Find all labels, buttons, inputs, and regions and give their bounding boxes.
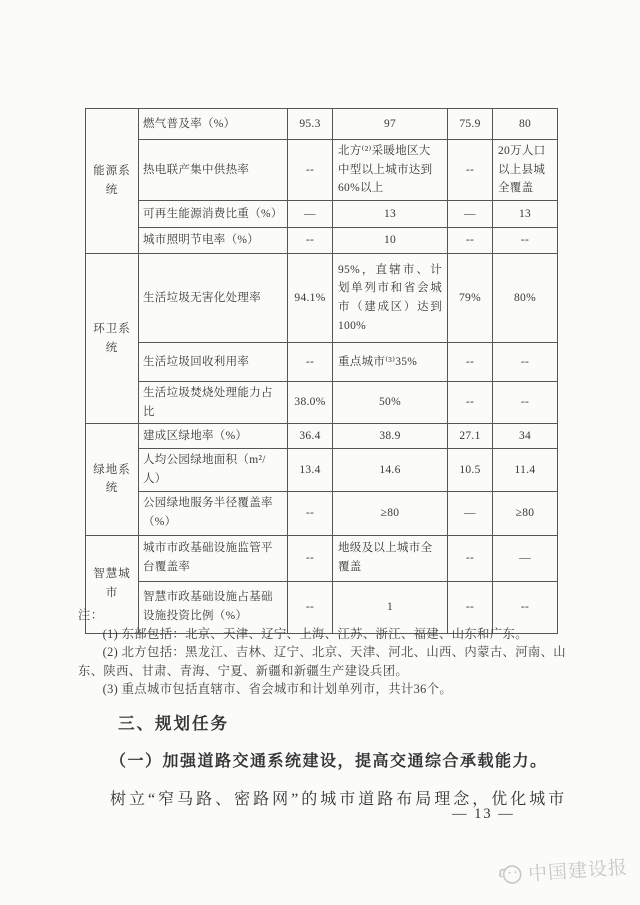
indicator-cell: 生活垃圾无害化处理率 [139, 254, 288, 343]
notes-label: 注： [78, 608, 104, 622]
value-cell: 79% [448, 254, 493, 343]
value-cell: 75.9 [448, 109, 493, 140]
value-cell: 97 [333, 109, 448, 140]
value-cell: -- [448, 140, 493, 201]
category-cell: 环卫系统 [86, 254, 139, 424]
value-cell: 34 [493, 424, 558, 449]
value-cell: 13.4 [288, 449, 333, 491]
value-cell: ≥80 [333, 491, 448, 535]
indicator-table-wrap [85, 108, 557, 634]
value-cell: 38.0% [288, 382, 333, 424]
note-item-3: (3) 重点城市包括直辖市、省会城市和计划单列市，共计36个。 [102, 682, 453, 697]
table-row [86, 382, 558, 424]
indicator-cell: 人均公园绿地面积（m²/人） [139, 449, 288, 491]
value-cell: 80 [493, 109, 558, 140]
value-cell: -- [288, 228, 333, 254]
indicator-cell: 城市照明节电率（%） [139, 228, 288, 254]
value-cell: 38.9 [333, 424, 448, 449]
section-heading: 三、规划任务 [118, 715, 229, 733]
indicator-cell: 公园绿地服务半径覆盖率（%） [139, 491, 288, 535]
table-row [86, 535, 558, 581]
value-cell: 95%，直辖市、计划单列市和省会城市（建成区）达到100% [333, 254, 448, 343]
value-cell: 10 [333, 228, 448, 254]
value-cell: -- [493, 228, 558, 254]
china-construction-news-logo-icon [496, 861, 524, 887]
indicator-cell: 生活垃圾回收利用率 [139, 343, 288, 382]
table-notes [78, 606, 574, 699]
value-cell: -- [288, 581, 333, 633]
body-paragraph: 树立“窄马路、密路网”的城市道路布局理念，优化城市 [110, 791, 568, 808]
indicator-table [85, 108, 558, 634]
table-row [86, 228, 558, 254]
value-cell: 94.1% [288, 254, 333, 343]
category-cell: 智慧城市 [86, 535, 139, 633]
value-cell: 北方⁽²⁾采暖地区大中型以上城市达到60%以上 [333, 140, 448, 201]
indicator-cell: 建成区绿地率（%） [139, 424, 288, 449]
value-cell: 80% [493, 254, 558, 343]
value-cell: -- [493, 382, 558, 424]
indicator-cell: 热电联产集中供热率 [139, 140, 288, 201]
indicator-cell: 可再生能源消费比重（%） [139, 201, 288, 228]
value-cell: 10.5 [448, 449, 493, 491]
table-row [86, 254, 558, 343]
indicator-cell: 生活垃圾焚烧处理能力占比 [139, 382, 288, 424]
value-cell: 14.6 [333, 449, 448, 491]
table-row [86, 109, 558, 140]
value-cell: 36.4 [288, 424, 333, 449]
page-number: — 13 — [452, 806, 515, 822]
value-cell: -- [448, 343, 493, 382]
table-row [86, 491, 558, 535]
value-cell: — [448, 201, 493, 228]
value-cell: 50% [333, 382, 448, 424]
value-cell: 11.4 [493, 449, 558, 491]
value-cell: 重点城市⁽³⁾35% [333, 343, 448, 382]
value-cell: -- [493, 581, 558, 633]
watermark-text: 中国建设报 [527, 857, 629, 886]
value-cell: 95.3 [288, 109, 333, 140]
value-cell: 27.1 [448, 424, 493, 449]
table-row [86, 343, 558, 382]
value-cell: -- [448, 228, 493, 254]
note-item-1: (1) 东部包括：北京、天津、辽宁、上海、江苏、浙江、福建、山东和广东。 [102, 626, 528, 641]
value-cell: -- [448, 581, 493, 633]
value-cell: ≥80 [493, 491, 558, 535]
note-item-2: (2) 北方包括：黑龙江、吉林、辽宁、北京、天津、河北、山西、内蒙古、河南、山东、陕西、甘肃、青海、宁夏、新疆和新疆生产建设兵团。 [78, 645, 566, 678]
value-cell: — [493, 535, 558, 581]
value-cell: -- [288, 535, 333, 581]
value-cell: 13 [333, 201, 448, 228]
value-cell: -- [288, 491, 333, 535]
indicator-cell: 燃气普及率（%） [139, 109, 288, 140]
value-cell: -- [448, 535, 493, 581]
value-cell: 13 [493, 201, 558, 228]
category-cell: 绿地系统 [86, 424, 139, 535]
value-cell: — [448, 491, 493, 535]
table-row [86, 424, 558, 449]
value-cell: -- [288, 140, 333, 201]
publisher-watermark [496, 852, 629, 888]
value-cell: 1 [333, 581, 448, 633]
value-cell: -- [288, 343, 333, 382]
value-cell: — [288, 201, 333, 228]
section-subheading: （一）加强道路交通系统建设，提高交通综合承载能力。 [110, 753, 548, 770]
indicator-cell: 智慧市政基础设施占基础设施投资比例（%） [139, 581, 288, 633]
value-cell: -- [448, 382, 493, 424]
value-cell: 地级及以上城市全覆盖 [333, 535, 448, 581]
value-cell: 20万人口以上县城全覆盖 [493, 140, 558, 201]
table-row [86, 201, 558, 228]
indicator-cell: 城市市政基础设施监管平台覆盖率 [139, 535, 288, 581]
table-row [86, 140, 558, 201]
category-cell: 能源系统 [86, 109, 139, 254]
table-row [86, 449, 558, 491]
value-cell: -- [493, 343, 558, 382]
